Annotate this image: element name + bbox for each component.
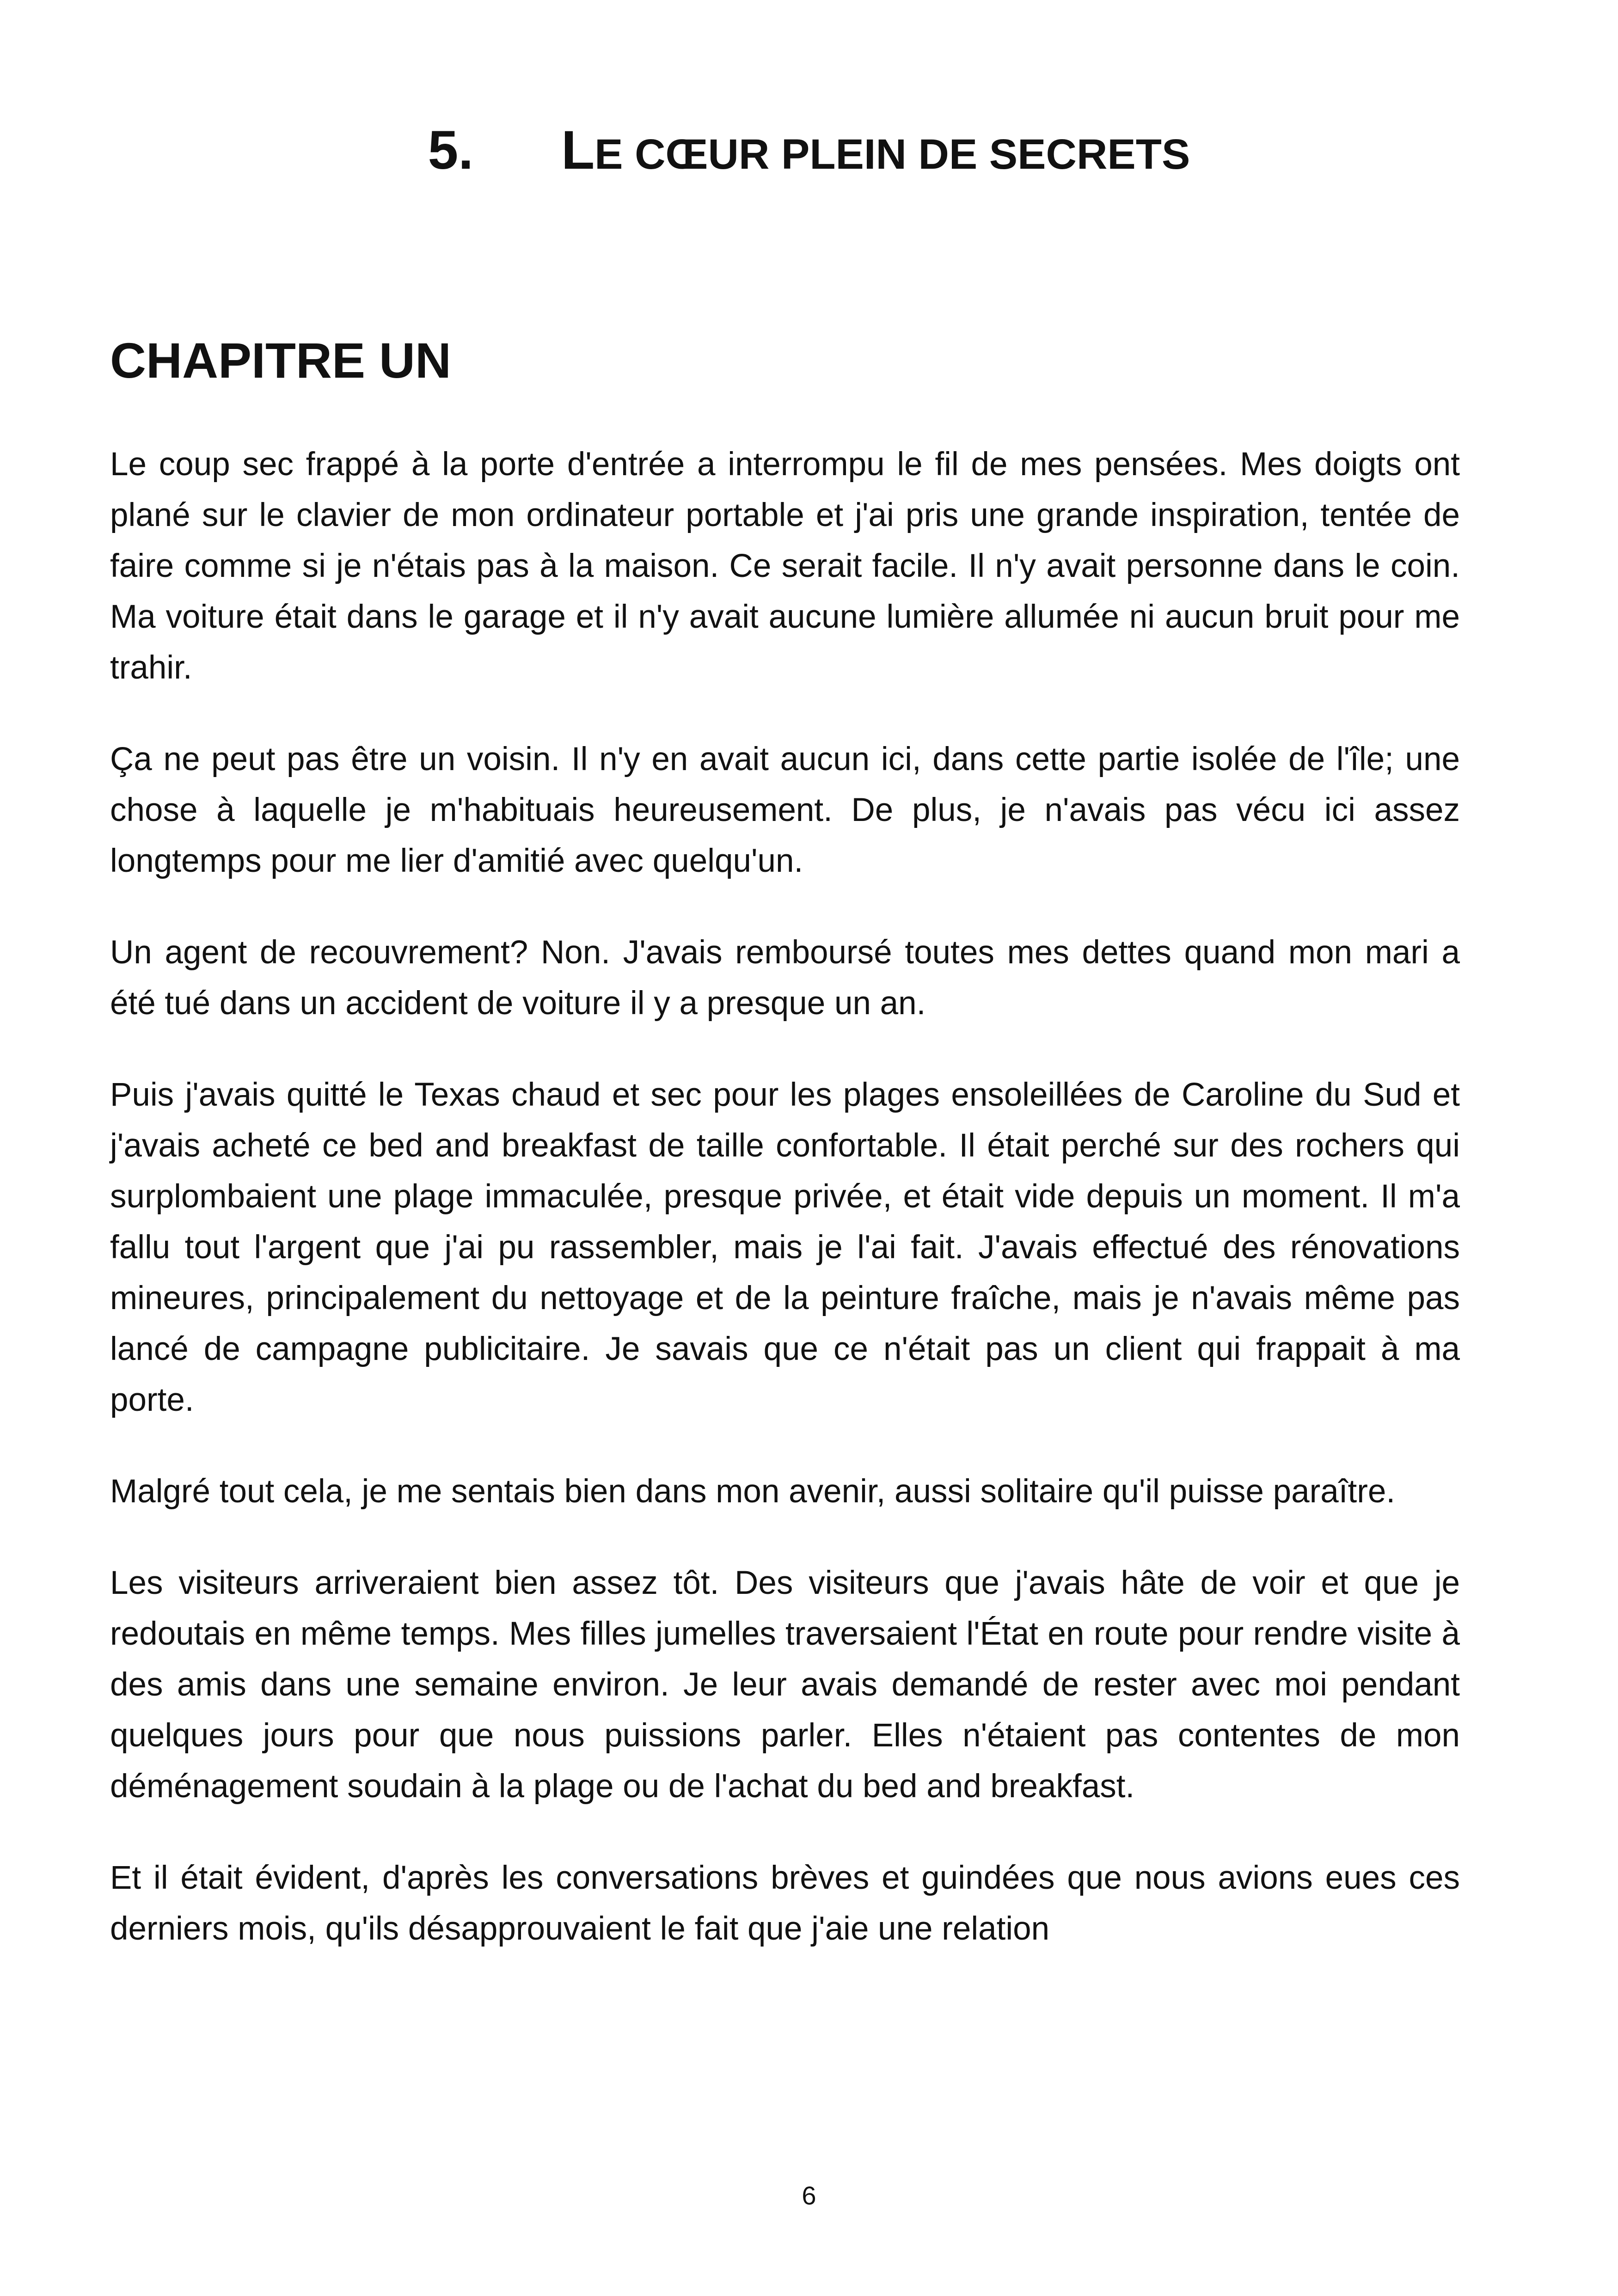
paragraph: Puis j'avais quitté le Texas chaud et sec pour les plages ensoleillées de Caroline du Sud et j'avais acheté ce bed and breakfast de taille confortable. Il était perché sur des rochers qui surplombaient une plage immaculée, presque privée, et était vide depuis un moment. Il m'a fallu tout l'argent que j'ai pu rassembler, mais je l'ai fait. J'avais effectué des rénovations mineures, principalement du nettoyage et de la peinture fraîche, mais je n'avais même pas lancé de campagne publicitaire. Je savais que ce n'était pas un client qui frappait à ma porte. [110,1077,1460,1418]
paragraph: Les visiteurs arriveraient bien assez tôt. Des visiteurs que j'avais hâte de voir et que je redoutais en même temps. Mes filles jumelles traversaient l'État en route pour rendre visite à des amis dans une semaine environ. Je leur avais demandé de rester avec moi pendant quelques jours pour que nous puissions parler. Elles n'étaient pas contentes de mon déménagement soudain à la plage ou de l'achat du bed and breakfast. [110,1565,1460,1805]
paragraph: Le coup sec frappé à la porte d'entrée a interrompu le fil de mes pensées. Mes doigts ont plané sur le clavier de mon ordinateur portable et j'ai pris une grande inspiration, tentée de faire comme si je n'étais pas à la maison. Ce serait facile. Il n'y avait personne dans le coin. Ma voiture était dans le garage et il n'y avait aucune lumière allumée ni aucun bruit pour me trahir. [110,446,1460,686]
chapter-body [110,439,1460,1995]
part-title-initial: L [561,120,595,181]
part-number: 5. [428,120,474,181]
page-number: 6 [802,2181,816,2210]
chapter-title: CHAPITRE UN [110,332,452,388]
part-title-rest: E CŒUR PLEIN DE SECRETS [594,131,1190,178]
part-title [561,120,1190,181]
paragraph: Un agent de recouvrement? Non. J'avais remboursé toutes mes dettes quand mon mari a été tué dans un accident de voiture il y a presque un an. [110,934,1460,1022]
paragraph: Malgré tout cela, je me sentais bien dans mon avenir, aussi solitaire qu'il puisse paraître. [110,1473,1396,1510]
paragraph: Ça ne peut pas être un voisin. Il n'y en avait aucun ici, dans cette partie isolée de l'île; une chose à laquelle je m'habituais heureusement. De plus, je n'avais pas vécu ici assez longtemps pour me lier d'amitié avec quelqu'un. [110,741,1460,879]
part-heading [0,116,1618,189]
paragraph: Et il était évident, d'après les conversations brèves et guindées que nous avions eues ces derniers mois, qu'ils désapprouvaient le fait que j'aie une relation [110,1860,1460,1947]
